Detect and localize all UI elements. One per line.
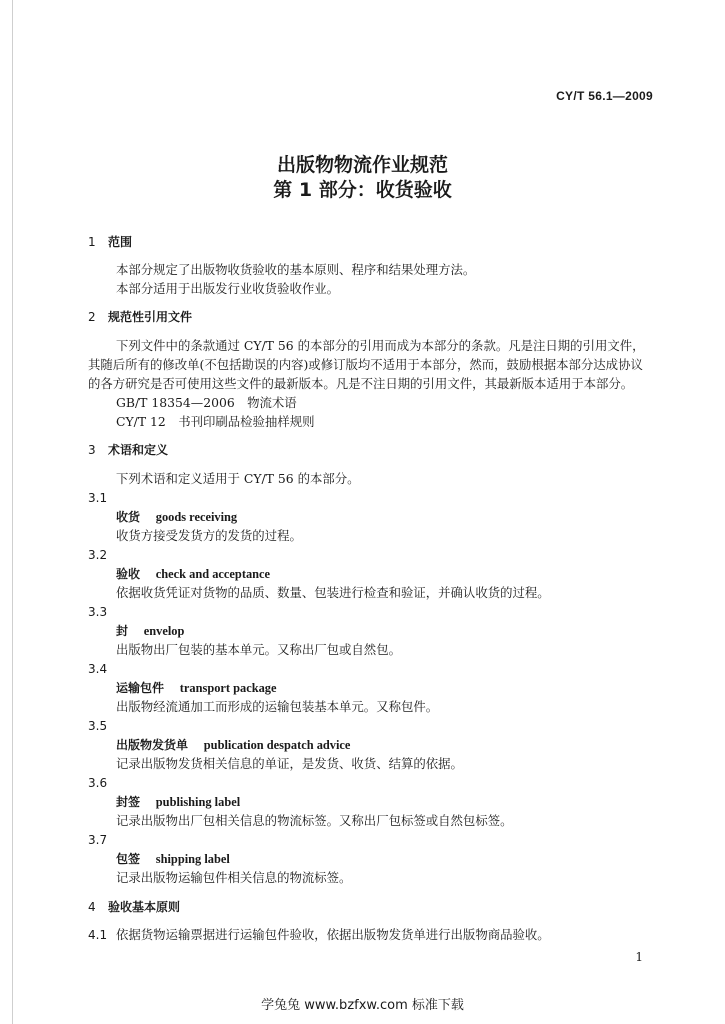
term-number: 3.6 <box>88 776 108 790</box>
term-zh: 收货 <box>116 510 141 524</box>
section-2-heading: 规范性引用文件 <box>108 310 193 324</box>
term-number: 3.2 <box>88 548 108 562</box>
standard-code: CY/T 56.1—2009 <box>556 89 653 103</box>
term-definition: 依据收货凭证对货物的品质、数量、包装进行检查和验证，并确认收货的过程。 <box>116 585 550 600</box>
term-zh: 封签 <box>116 795 141 809</box>
term-zh: 验收 <box>116 567 141 581</box>
term-title <box>116 794 240 810</box>
section-2-line-2: 其随后所有的修改单(不包括勘误的内容)或修订版均不适用于本部分，然而，鼓励根据本部分达成协议 <box>88 357 643 372</box>
term-number: 3.4 <box>88 662 108 676</box>
term-en: envelop <box>143 624 185 638</box>
section-1-number: 1 <box>88 235 96 249</box>
document-subtitle: 第 1 部分：收货验收 <box>273 179 452 201</box>
term-zh: 出版物发货单 <box>116 738 189 752</box>
term-title <box>116 509 237 525</box>
document-title: 出版物物流作业规范 <box>276 154 448 176</box>
page-number: 1 <box>635 950 643 964</box>
reference-2: CY/T 12 书刊印刷品检验抽样规则 <box>116 414 315 429</box>
term-number: 3.3 <box>88 605 108 619</box>
section-4-number: 4 <box>88 900 96 914</box>
term-en: transport package <box>179 681 277 695</box>
term-en: publishing label <box>155 795 241 809</box>
section-3-intro: 下列术语和定义适用于 CY/T 56 的本部分。 <box>116 471 360 486</box>
term-title <box>116 737 350 753</box>
term-definition: 收货方接受发货方的发货的过程。 <box>116 528 302 543</box>
section-4-heading: 验收基本原则 <box>108 900 181 914</box>
term-zh: 封 <box>116 624 129 638</box>
footer-watermark: 学兔兔 www.bzfxw.com 标准下载 <box>261 998 464 1013</box>
term-number: 3.1 <box>88 491 108 505</box>
section-2-number: 2 <box>88 310 96 324</box>
reference-1: GB/T 18354—2006 物流术语 <box>116 395 297 410</box>
term-en: shipping label <box>155 852 230 866</box>
term-title <box>116 623 184 639</box>
term-definition: 出版物经流通加工而形成的运输包装基本单元。又称包件。 <box>116 699 439 714</box>
term-number: 3.7 <box>88 833 108 847</box>
term-title <box>116 851 230 867</box>
term-zh: 包签 <box>116 852 141 866</box>
term-definition: 记录出版物出厂包相关信息的物流标签。又称出厂包标签或自然包标签。 <box>116 813 513 828</box>
section-3-number: 3 <box>88 443 96 457</box>
section-2-line-3: 的各方研究是否可使用这些文件的最新版本。凡是不注日期的引用文件，其最新版本适用于本部分。 <box>88 376 634 391</box>
term-definition: 出版物出厂包装的基本单元。又称出厂包或自然包。 <box>116 642 401 657</box>
term-definition: 记录出版物发货相关信息的单证，是发货、收货、结算的依据。 <box>116 756 463 771</box>
section-1-heading: 范围 <box>108 235 133 249</box>
section-3-heading: 术语和定义 <box>108 443 169 457</box>
term-zh: 运输包件 <box>116 681 165 695</box>
term-title <box>116 566 270 582</box>
clause-4-1-number: 4.1 <box>88 928 108 942</box>
term-number: 3.5 <box>88 719 108 733</box>
section-1-paragraph-2: 本部分适用于出版发行业收货验收作业。 <box>116 281 340 296</box>
term-en: publication despatch advice <box>203 738 351 752</box>
clause-4-1-text: 依据货物运输票据进行运输包件验收，依据出版物发货单进行出版物商品验收。 <box>116 927 550 942</box>
term-definition: 记录出版物运输包件相关信息的物流标签。 <box>116 870 352 885</box>
term-en: goods receiving <box>155 510 238 524</box>
section-2-line-1: 下列文件中的条款通过 CY/T 56 的本部分的引用而成为本部分的条款。凡是注日期的引用文件， <box>116 338 645 353</box>
term-en: check and acceptance <box>155 567 271 581</box>
section-1-paragraph-1: 本部分规定了出版物收货验收的基本原则、程序和结果处理方法。 <box>116 262 476 277</box>
term-title <box>116 680 277 696</box>
